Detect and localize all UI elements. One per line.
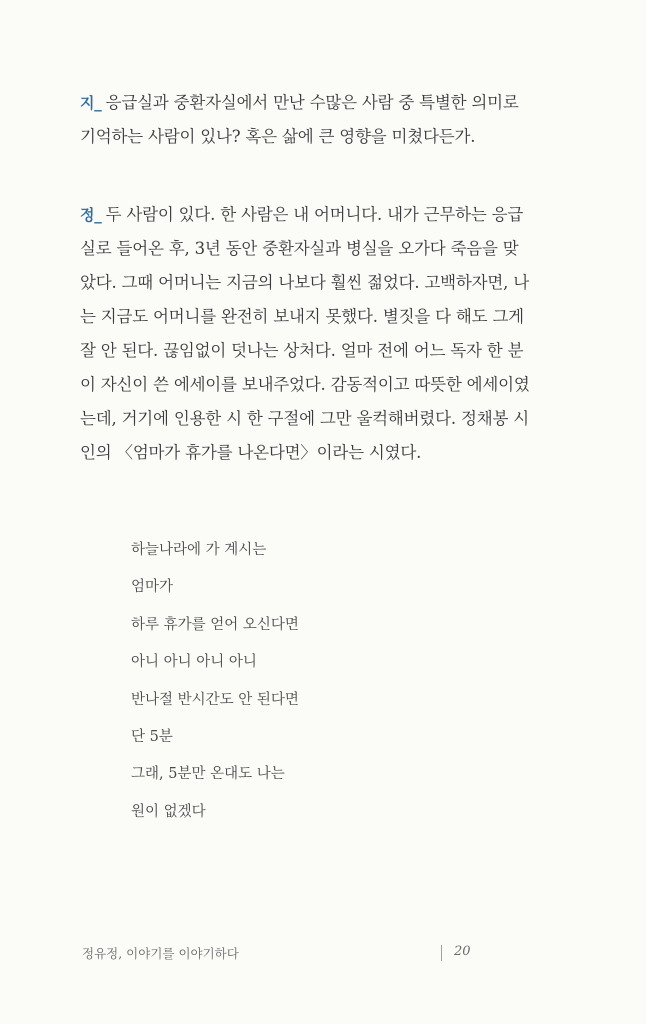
- text-line: 는 지금도 어머니를 완전히 보내지 못했다. 별짓을 다 해도 그게: [80, 307, 524, 326]
- page-number: 20: [454, 944, 471, 959]
- text-line: 았다. 그때 어머니는 지금의 나보다 훨씬 젊었다. 고백하자면, 나: [80, 273, 529, 292]
- text-line: 인의 〈엄마가 휴가를 나온다면〉이라는 시였다.: [80, 443, 422, 462]
- running-footer-title: 정유정, 이야기를 이야기하다: [82, 946, 239, 961]
- text-line: 지_ 응급실과 중환자실에서 만난 수많은 사람 중 특별한 의미로: [80, 93, 519, 112]
- speaker-label: 지_: [80, 94, 102, 112]
- interview-answer: [80, 198, 580, 470]
- poem-line: 하루 휴가를 얻어 오신다면: [131, 616, 299, 633]
- text-line: 이 자신이 쓴 에세이를 보내주었다. 감동적이고 따뜻한 에세이였: [80, 375, 530, 394]
- poem-quote: [131, 532, 299, 831]
- poem-line: 엄마가: [131, 579, 174, 596]
- poem-line: 그래, 5분만 온대도 나는: [131, 766, 285, 783]
- text-line: 기억하는 사람이 있나? 혹은 삶에 큰 영향을 미쳤다든가.: [80, 127, 476, 146]
- poem-line: 하늘나라에 가 계시는: [131, 542, 267, 558]
- poem-line: 아니 아니 아니 아니: [131, 654, 257, 671]
- text-line: 는데, 거기에 인용한 시 한 구절에 그만 울컥해버렸다. 정채봉 시: [80, 409, 529, 428]
- footer-divider: [441, 945, 442, 961]
- poem-line: 반나절 반시간도 안 된다면: [131, 691, 299, 708]
- poem-line: 원이 없겠다: [131, 803, 206, 820]
- speaker-label: 정_: [80, 206, 102, 224]
- poem-line: 단 5분: [131, 729, 173, 746]
- text-line: 실로 들어온 후, 3년 동안 중환자실과 병실을 오가다 죽음을 맞: [80, 239, 519, 258]
- text-line: 잘 안 된다. 끊임없이 덧나는 상처다. 얼마 전에 어느 독자 한 분: [80, 341, 524, 360]
- interview-question: [80, 86, 580, 154]
- text-line: 정_ 두 사람이 있다. 한 사람은 내 어머니다. 내가 근무하는 응급: [80, 205, 524, 224]
